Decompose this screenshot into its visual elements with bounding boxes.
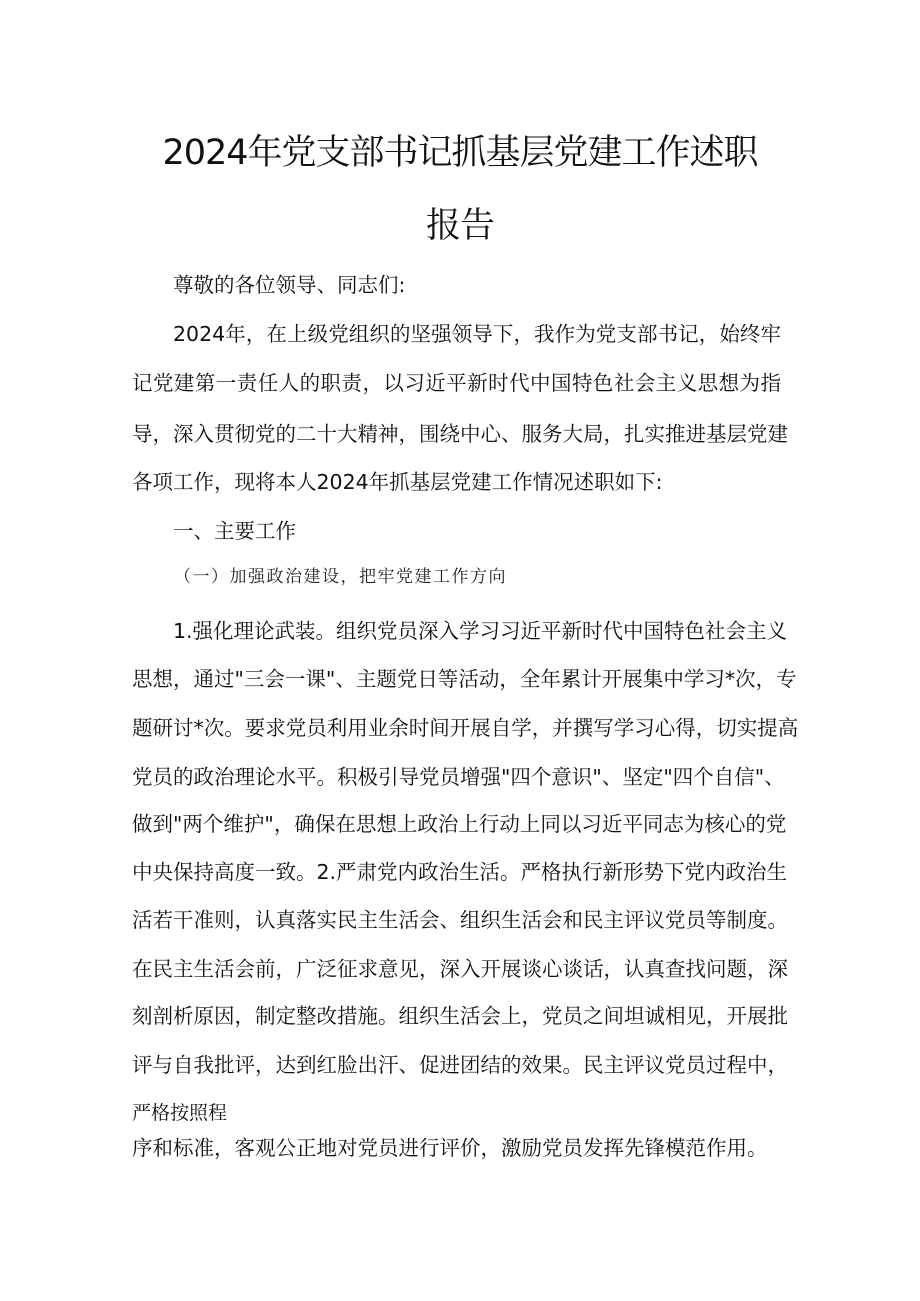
document-title-line-2: 报告 — [425, 206, 494, 246]
body-line-11: 严格按照程 — [132, 1102, 228, 1124]
body-line-7: 活若干准则，认真落实民主生活会、组织生活会和民主评议党员等制度。 — [132, 908, 788, 932]
body-line-3: 题研讨*次。要求党员利用业余时间开展自学，并撰写学习心得，切实提高 — [132, 716, 799, 740]
salutation: 尊敬的各位领导、同志们: — [173, 273, 406, 297]
intro-line-1: 2024年，在上级党组织的坚强领导下，我作为党支部书记，始终牢 — [173, 322, 781, 346]
body-line-4: 党员的政治理论水平。积极引导党员增强"四个意识"、坚定"四个自信"、 — [132, 765, 785, 789]
body-line-2: 思想，通过"三会一课"、主题党日等活动，全年累计开展集中学习*次，专 — [132, 667, 797, 691]
body-line-1: 1.强化理论武装。组织党员深入学习习近平新时代中国特色社会主义 — [173, 619, 788, 643]
body-line-5: 做到"两个维护"，确保在思想上政治上行动上同以习近平同志为核心的党 — [132, 812, 787, 836]
section-heading: 一、主要工作 — [173, 519, 296, 543]
body-line-9: 刻剖析原因，制定整改措施。组织生活会上，党员之间坦诚相见，开展批 — [132, 1004, 788, 1028]
body-line-8: 在民主生活会前，广泛征求意见，深入开展谈心谈话，认真查找问题，深 — [132, 957, 788, 981]
subsection-heading: （一）加强政治建设，把牢党建工作方向 — [174, 567, 507, 587]
body-line-12: 序和标准，客观公正地对党员进行评价，激励党员发挥先锋模范作用。 — [132, 1136, 768, 1160]
intro-line-4: 各项工作，现将本人2024年抓基层党建工作情况述职如下: — [132, 470, 663, 494]
document-title-line-1: 2024年党支部书记抓基层党建工作述职 — [162, 133, 758, 173]
body-line-6: 中央保持高度一致。2.严肃党内政治生活。严格执行新形势下党内政治生 — [132, 860, 788, 884]
intro-line-2: 记党建第一责任人的职责，以习近平新时代中国特色社会主义思想为指 — [132, 371, 781, 395]
body-line-10: 评与自我批评，达到红脸出汗、促进团结的效果。民主评议党员过程中， — [132, 1053, 788, 1077]
intro-line-3: 导，深入贯彻党的二十大精神，围绕中心、服务大局，扎实推进基层党建 — [132, 422, 788, 446]
